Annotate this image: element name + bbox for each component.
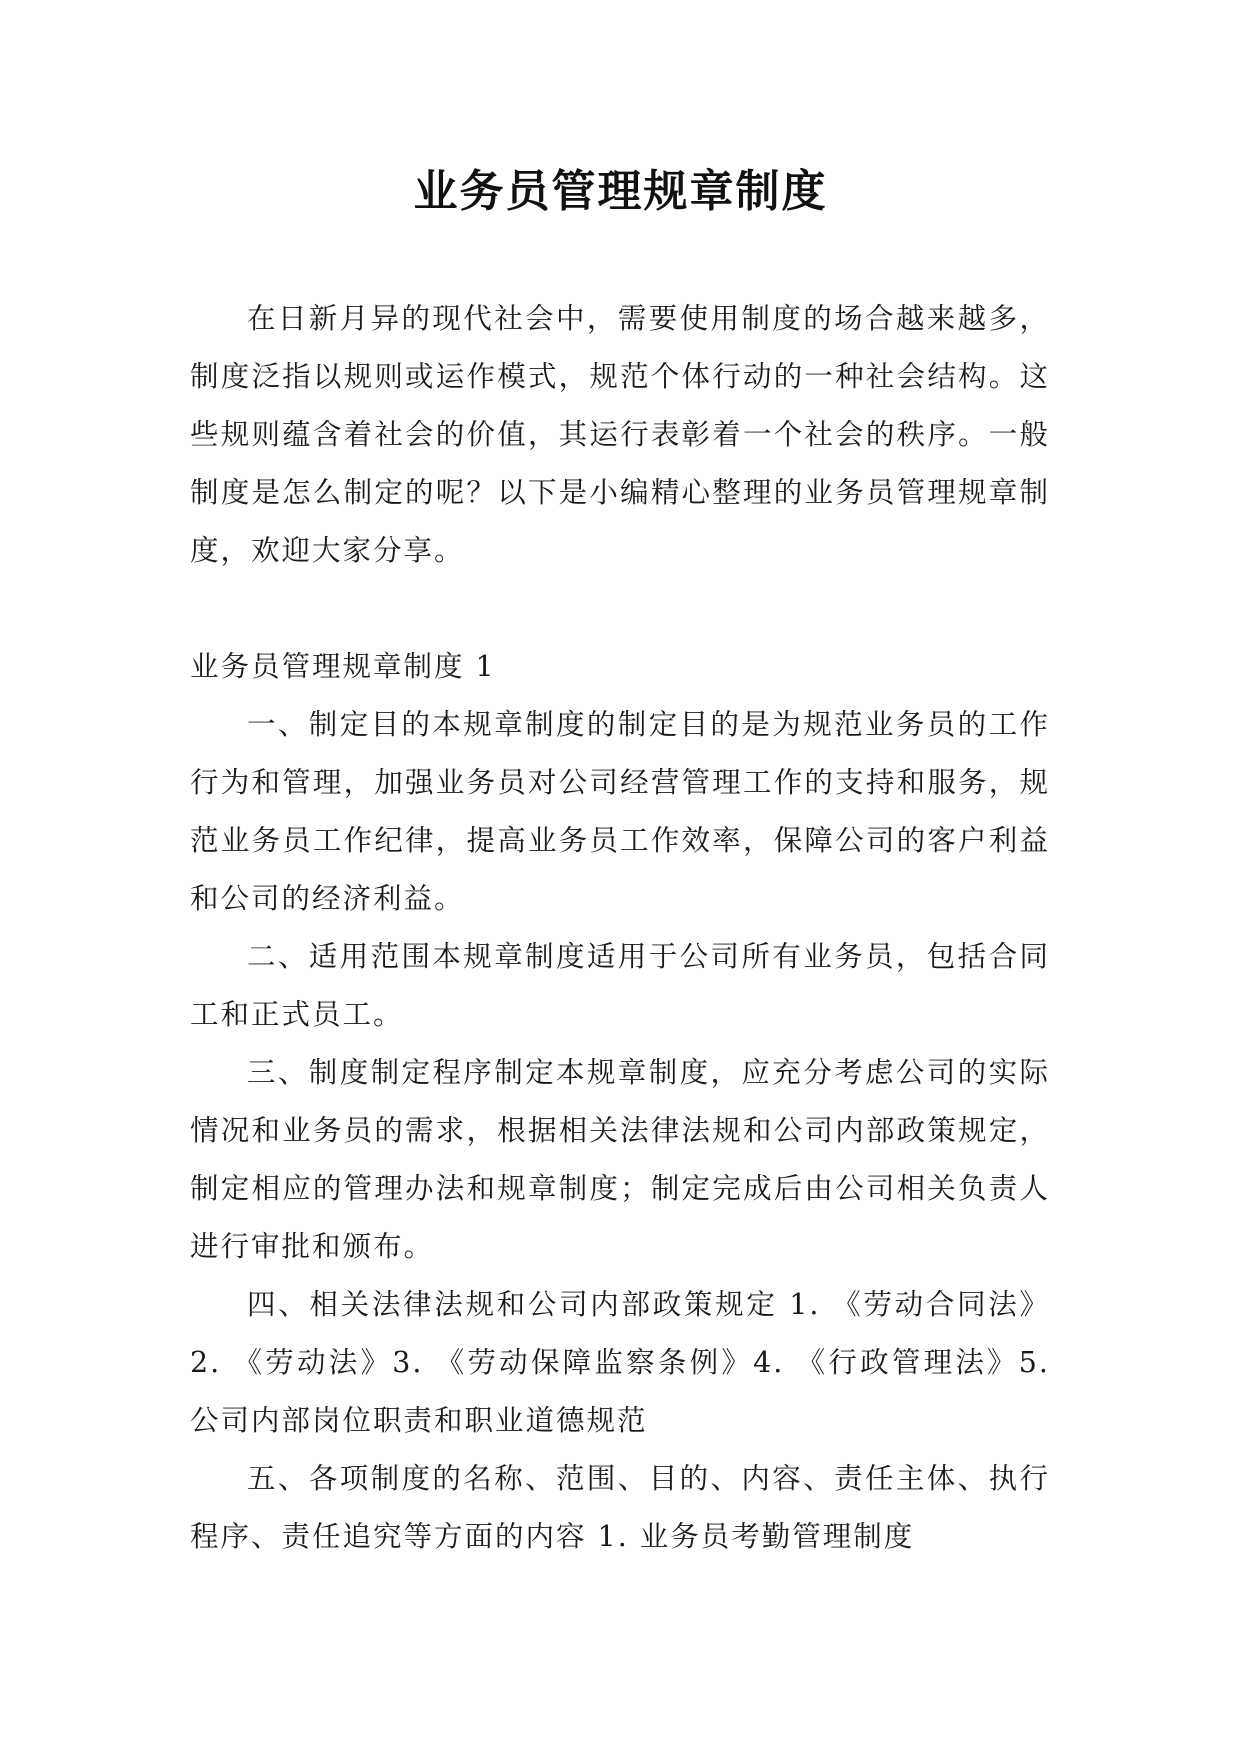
intro-paragraph: 在日新月异的现代社会中，需要使用制度的场合越来越多，制度泛指以规则或运作模式，规范个体行动的一种社会结构。这些规则蕴含着社会的价值，其运行表彰着一个社会的秩序。一般制度是怎么制定的呢？以下是小编精心整理的业务员管理规章制度，欢迎大家分享。 [190,302,1050,567]
paragraph-1: 一、制定目的本规章制度的制定目的是为规范业务员的工作行为和管理，加强业务员对公司经营管理工作的支持和服务，规范业务员工作纪律，提高业务员工作效率，保障公司的客户利益和公司的经济利益。 [190,708,1050,915]
document-title: 业务员管理规章制度 [413,166,828,217]
paragraph-4: 四、相关法律法规和公司内部政策规定 1. 《劳动合同法》2. 《劳动法》3. 《劳动保障监察条例》4. 《行政管理法》5. 公司内部岗位职责和职业道德规范 [190,1288,1050,1437]
document-body [190,290,1050,1566]
paragraph-5: 五、各项制度的名称、范围、目的、内容、责任主体、执行程序、责任追究等方面的内容 1. 业务员考勤管理制度 [190,1462,1050,1553]
paragraph-3: 三、制度制定程序制定本规章制度，应充分考虑公司的实际情况和业务员的需求，根据相关法律法规和公司内部政策规定，制定相应的管理办法和规章制度；制定完成后由公司相关负责人进行审批和颁布。 [190,1056,1050,1263]
section-heading: 业务员管理规章制度 1 [190,650,496,683]
paragraph-2: 二、适用范围本规章制度适用于公司所有业务员，包括合同工和正式员工。 [190,940,1050,1031]
